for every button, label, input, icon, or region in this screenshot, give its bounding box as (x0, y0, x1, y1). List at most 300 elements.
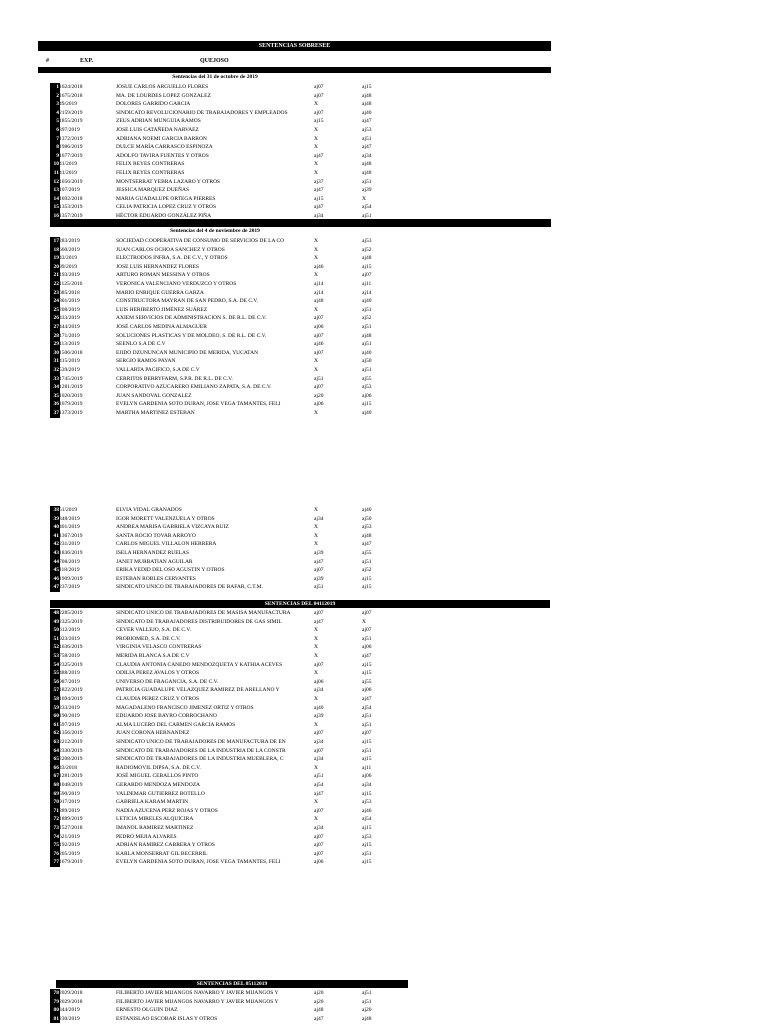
expediente: 1909/2019 (59, 575, 83, 582)
quejoso: IMANOL RAMIREZ MARTINEZ (116, 825, 194, 831)
assignment-2: aj52 (362, 315, 372, 322)
quejoso: SINDICATO REVOLUCIONARIO DE TRABAJADORES Y EMPLEADOS (116, 109, 288, 116)
expediente: 1281/2019 (59, 384, 83, 391)
assignment-1: aj54 (314, 782, 324, 788)
table-row (50, 143, 570, 152)
expediente: 237/2019 (59, 584, 80, 591)
assignment-1: X (314, 306, 318, 313)
row-number: 6 (50, 126, 60, 135)
assignment-1: aj34 (314, 825, 324, 831)
table-row (50, 203, 570, 212)
table-row (50, 764, 570, 773)
row-number: 13 (50, 186, 60, 195)
row-number: 49 (50, 618, 60, 627)
row-number: 35 (50, 392, 60, 401)
expediente: 397/2019 (59, 127, 80, 133)
row-number: 20 (50, 263, 60, 272)
table-row (50, 254, 570, 263)
expediente: 51/2019 (59, 507, 78, 513)
quejoso: VALLARTA PACIFICO, S.A DE C.V (116, 367, 200, 373)
title-bar: SENTENCIAS SOBRESEE (38, 41, 551, 51)
expediente: 205/2019 (59, 850, 80, 857)
quejoso: JUAN SANDOVAL GONZALEZ (116, 392, 192, 399)
quejoso: MONTSERRAT YEBRA LAZARO Y OTROS (116, 178, 221, 185)
quejoso: ANDREA MARISA GABRIELA VIZCAYA RUIZ (116, 524, 229, 531)
assignment-2: aj15 (362, 859, 372, 866)
table-row (50, 332, 570, 341)
table-row (50, 323, 570, 332)
row-number: 28 (50, 332, 60, 341)
quejoso: ALMA LUCERO DEL CARMEN GARCIA RAMOS (116, 721, 236, 728)
table-row (50, 314, 570, 323)
assignment-1: aj47 (314, 618, 324, 625)
assignment-1: aj07 (314, 833, 324, 840)
row-number: 10 (50, 160, 60, 169)
quejoso: MAGADALENO FRANCISCO JIMENEZ ORTIZ Y OTROS (116, 704, 254, 711)
quejoso: PEDRO MEJIA ALVARES (116, 833, 177, 840)
table-row (50, 858, 570, 867)
table-row (50, 532, 570, 541)
expediente: 49/2019 (59, 101, 78, 108)
assignment-1: X (314, 255, 318, 262)
table-row (50, 383, 570, 392)
assignment-2: aj53 (362, 799, 372, 806)
assignment-2: aj53 (362, 127, 372, 133)
expediente: 348/2019 (59, 515, 80, 522)
assignment-1: aj06 (314, 859, 324, 866)
assignment-1: X (314, 635, 318, 642)
assignment-2: aj54 (362, 704, 372, 711)
table-row (50, 729, 570, 738)
quejoso: JOSÉ MIGUEL CEBALLOS PINTO (116, 773, 199, 780)
row-number: 8 (50, 143, 60, 152)
row-number: 79 (50, 998, 60, 1007)
table-row (50, 566, 570, 575)
assignment-2: aj06 (362, 392, 372, 399)
expediente: 1889/2019 (59, 816, 83, 823)
quejoso: IGOR MORETT VALENZUELA Y OTROS (116, 515, 215, 522)
row-number: 50 (50, 626, 60, 635)
assignment-2: aj52 (362, 246, 372, 253)
table-row (50, 357, 570, 366)
assignment-2: aj55 (362, 550, 372, 556)
assignment-2: aj40 (362, 507, 372, 513)
table-row (50, 781, 570, 790)
quejoso: ADRIAN RAMIREZ CABRERA Y OTROS (116, 842, 215, 849)
expediente: 1822/2019 (59, 687, 83, 694)
expediente: 1836/2019 (59, 550, 83, 556)
assignment-1: X (314, 764, 318, 771)
table-row (50, 575, 570, 584)
quejoso: CLAUDIA ANTONIA CANEDO MENDOZQUETA Y KATHIA ACEVES (116, 661, 283, 668)
assignment-2: aj55 (362, 678, 372, 685)
quejoso: MARTHA MARTINEZ ESTEBAN (116, 410, 195, 416)
quejoso: UNIVERSO DE FRAGANCIA, S.A. DE C.V. (116, 678, 219, 685)
row-number: 52 (50, 643, 60, 652)
table-row (50, 704, 570, 713)
assignment-1: X (314, 127, 318, 133)
quejoso: DOLORES GARRIDO GARCIA (116, 101, 191, 108)
row-number: 58 (50, 695, 60, 704)
assignment-1: aj07 (314, 384, 324, 391)
table-row (50, 583, 570, 592)
row-number: 5 (50, 117, 60, 126)
quejoso: ODILIA PEREZ AVALOS Y OTROS (116, 670, 200, 677)
quejoso: GERARDO MENDOZA MENDOZA (116, 782, 201, 788)
row-number: 16 (50, 212, 60, 221)
assignment-2: aj15 (362, 584, 372, 591)
quejoso: JOSE LUIS CATAÑEDA NARVAEZ (116, 127, 199, 133)
assignment-1: X (314, 410, 318, 416)
assignment-1: X (314, 135, 318, 142)
assignment-2: aj51 (362, 135, 372, 142)
assignment-1: aj07 (314, 610, 324, 616)
expediente: 2285/2019 (59, 610, 83, 616)
row-number: 60 (50, 712, 60, 721)
assignment-1: X (314, 524, 318, 531)
expediente: 1281/2019 (59, 773, 83, 780)
expediente: 113/2019 (59, 341, 80, 348)
quejoso: VALDEMAR GUTIERREZ BOTELLO (116, 790, 205, 797)
section-label: Sentencias del 4 de noviembre de 2019 (170, 228, 260, 234)
quejoso: SINDICATO UNICO DE TRABAJADORES DE MANUFACTURA DE EN (116, 739, 286, 745)
table-row (50, 237, 570, 246)
expediente: 1373/2019 (59, 410, 83, 416)
row-number: 18 (50, 246, 60, 255)
section-label: SENTENCIAS DEL 04112019 (50, 600, 550, 608)
assignment-2: aj48 (362, 161, 372, 168)
expediente: 987/2019 (59, 678, 80, 685)
expediente: 344/2019 (59, 1007, 80, 1014)
row-number: 14 (50, 195, 60, 204)
assignment-2: aj15 (362, 401, 372, 408)
table-row (50, 833, 570, 842)
row-number: 23 (50, 289, 60, 298)
table-row (50, 263, 570, 272)
expediente: 488/2019 (59, 670, 80, 677)
quejoso: JOSE LUIS HERNANDEZ FLORES (116, 263, 199, 270)
assignment-2: aj11 (362, 764, 372, 771)
quejoso: JUAN CORONA HERNANDEZ (116, 730, 190, 737)
assignment-1: aj34 (314, 756, 324, 763)
row-number: 27 (50, 323, 60, 332)
assignment-1: aj20 (314, 990, 324, 996)
assignment-2: aj51 (362, 990, 372, 996)
expediente: 230/2019 (59, 1015, 80, 1022)
expediente: 1636/2019 (59, 644, 83, 651)
table-row (50, 271, 570, 280)
assignment-2: aj51 (362, 558, 372, 565)
assignment-1: aj51 (314, 375, 324, 382)
row-number: 67 (50, 772, 60, 781)
col-num-header: # (46, 58, 49, 64)
expediente: 1855/2019 (59, 118, 83, 125)
expediente: 1056/2019 (59, 178, 83, 185)
quejoso: ELECTRODOS INFRA, S.A. DE C.V., Y OTROS (116, 255, 228, 262)
quejoso: GABRIELA KARAM MARTIN (116, 799, 189, 806)
assignment-1: aj07 (314, 332, 324, 339)
assignment-1: aj07 (314, 807, 324, 814)
row-number: 24 (50, 297, 60, 306)
assignment-1: aj34 (314, 515, 324, 522)
quejoso: SINDICATO DE TRABAJADORES DISTRIBUIDORES DE GAS SIMIL (116, 618, 282, 625)
quejoso: VERONICA VALENCIANO VERDUZCO Y OTROS (116, 281, 237, 287)
table-row (50, 807, 570, 816)
assignment-2: aj47 (362, 144, 372, 151)
row-number: 47 (50, 583, 60, 592)
quejoso: LETICIA MIRELES ALQUICIRA (116, 816, 194, 823)
quejoso: CERRITOS BERRYFARM, S.P.R. DE R.L. DE C.V. (116, 375, 233, 382)
expediente: 1527/2018 (59, 825, 83, 831)
quejoso: CLAUDIA PEREZ CRUZ Y OTROS (116, 696, 200, 702)
expediente: 1048/2019 (59, 782, 83, 788)
assignment-2: aj54 (362, 204, 372, 211)
quejoso: ELVIA VIDAL GRANADOS (116, 507, 182, 513)
row-number: 15 (50, 203, 60, 212)
expediente: 41/2019 (59, 161, 78, 168)
quejoso: LUIS HERIBERTO JIMÉNEZ SUÁREZ (116, 306, 208, 313)
table-row (50, 712, 570, 721)
row-number: 21 (50, 271, 60, 280)
section-label: Sentencias del 31 de octubre de 2019 (172, 74, 258, 80)
assignment-2: aj15 (362, 575, 372, 582)
expediente: 2029/2018 (59, 998, 83, 1005)
assignment-1: X (314, 161, 318, 168)
assignment-2: aj51 (362, 635, 372, 642)
table-row (50, 186, 570, 195)
assignment-1: aj39 (314, 550, 324, 556)
assignment-2: aj51 (362, 367, 372, 373)
table-row (50, 92, 570, 101)
expediente: 444/2019 (59, 324, 80, 330)
table-row (50, 100, 570, 109)
quejoso: SINDICATO UNICO DE TRABAJADORES DE BAFAR, C.T.M. (116, 584, 263, 591)
row-number: 64 (50, 747, 60, 756)
assignment-1: aj07 (314, 747, 324, 754)
assignment-2: aj51 (362, 721, 372, 728)
expediente: 192/2019 (59, 842, 80, 849)
expediente: 1020/2019 (59, 392, 83, 399)
assignment-2: aj50 (362, 358, 372, 365)
assignment-1: aj46 (314, 263, 324, 270)
row-number: 7 (50, 135, 60, 144)
row-number: 61 (50, 721, 60, 730)
table-row (50, 824, 570, 833)
assignment-1: aj47 (314, 204, 324, 211)
assignment-1: X (314, 358, 318, 365)
assignment-1: aj47 (314, 152, 324, 159)
assignment-2: aj51 (362, 178, 372, 185)
expediente: 2330/2019 (59, 747, 83, 754)
assignment-1: aj07 (314, 730, 324, 737)
quejoso: SINDICATO DE TRABAJADORES DE LA INDUSTRIA DE LA CONSTR (116, 747, 286, 754)
row-number: 4 (50, 109, 60, 118)
quejoso: SINDICATO DE TRABAJADORES DE LA INDUSTRIA MUEBLERA, C (116, 756, 284, 763)
table-row (50, 626, 570, 635)
assignment-2: aj48 (362, 332, 372, 339)
row-number: 62 (50, 729, 60, 738)
expediente: 758/2019 (59, 653, 80, 659)
quejoso: CELIA PATRICIA LOPEZ CRUZ Y OTROS (116, 204, 217, 211)
assignment-2: aj51 (362, 324, 372, 330)
quejoso: JOSUE CARLOS ARGUELLO FLORES (116, 84, 209, 90)
quejoso: JUAN CARLOS OCHOA SANCHEZ Y OTROS (116, 246, 225, 253)
expediente: 2159/2019 (59, 109, 83, 116)
assignment-1: aj20 (314, 392, 324, 399)
table-row (50, 549, 570, 558)
expediente: 171/2019 (59, 332, 80, 339)
quejoso: PROBIOMED, S.A. DE C.V. (116, 635, 181, 642)
expediente: 923/2019 (59, 635, 80, 642)
quejoso: ERNESTO OLGUIN DIAZ (116, 1007, 178, 1014)
row-number: 68 (50, 781, 60, 790)
row-number: 65 (50, 755, 60, 764)
assignment-2: aj34 (362, 152, 372, 159)
assignment-2: aj40 (362, 298, 372, 305)
expediente: 401/2019 (59, 524, 80, 531)
assignment-1: X (314, 532, 318, 539)
assignment-1: aj07 (314, 84, 324, 90)
table-row (50, 178, 570, 187)
expediente: 590/2019 (59, 790, 80, 797)
expediente: 1677/2019 (59, 152, 83, 159)
expediente: 43/2019 (59, 255, 78, 262)
assignment-1: aj40 (314, 704, 324, 711)
assignment-2: aj06 (362, 644, 372, 651)
quejoso: ZEUS ADRIAN MUNGUIA RAMOS (116, 118, 201, 125)
expediente: 99/2019 (59, 263, 78, 270)
assignment-2: X (362, 195, 366, 202)
col-quejoso-header: QUEJOSO (200, 58, 229, 64)
row-number: 57 (50, 686, 60, 695)
row-number: 30 (50, 349, 60, 358)
row-number: 19 (50, 254, 60, 263)
assignment-2: aj47 (362, 118, 372, 125)
assignment-2: aj52 (362, 567, 372, 574)
expediente: 193/2019 (59, 272, 80, 279)
expediente: 1356/2019 (59, 730, 83, 737)
quejoso: FELIX REYES CONTRERAS (116, 161, 185, 168)
assignment-2: aj47 (362, 541, 372, 548)
assignment-2: aj15 (362, 842, 372, 849)
assignment-2: aj15 (362, 670, 372, 677)
row-number: 59 (50, 704, 60, 713)
assignment-1: X (314, 653, 318, 659)
expediente: 917/2019 (59, 799, 80, 806)
assignment-2: aj48 (362, 170, 372, 176)
quejoso: NADIA AZUCENA PERZ ROJAS Y OTROS (116, 807, 218, 814)
table-row (50, 195, 570, 204)
quejoso: ARTURO ROMAN MESSINA Y OTROS (116, 272, 210, 279)
assignment-1: aj14 (314, 289, 324, 296)
table-row (50, 280, 570, 289)
expediente: 1679/2019 (59, 859, 83, 866)
assignment-1: aj07 (314, 349, 324, 356)
quejoso: ESTEBAN ROBLES CERVANTES (116, 575, 196, 582)
row-number: 26 (50, 314, 60, 323)
expediente: 1679/2019 (59, 401, 83, 408)
quejoso: FELIX REYES CONTRERAS (116, 170, 185, 176)
row-number: 69 (50, 790, 60, 799)
row-number: 42 (50, 540, 60, 549)
expediente: 233/2019 (59, 704, 80, 711)
expediente: 1745/2019 (59, 375, 83, 382)
assignment-1: X (314, 246, 318, 253)
row-number: 54 (50, 661, 60, 670)
quejoso: ADRIANA NOEMI GARCIA BARRON (116, 135, 207, 142)
assignment-1: aj48 (314, 1007, 324, 1014)
assignment-2: aj15 (362, 756, 372, 763)
table-row (50, 349, 570, 358)
quejoso: EJIDO DZUNUNCAN MUNICIPIO DE MERIDA, YUCATAN (116, 349, 259, 356)
expediente: 1353/2019 (59, 204, 83, 211)
table-row (50, 989, 570, 998)
assignment-2: aj51 (362, 306, 372, 313)
quejoso: JOSÉ CARLOS MEDINA ALMAGUER (116, 324, 207, 330)
table-row (50, 366, 570, 375)
row-number: 3 (50, 100, 60, 109)
expediente: 2208/2019 (59, 756, 83, 763)
quejoso: CORPORATIVO AZUCARERO EMILIANO ZAPATA, S.A. DE C.V. (116, 384, 272, 391)
expediente: 1367/2019 (59, 532, 83, 539)
quejoso: RADIOMOVIL DIPSA, S.A. DE C.V. (116, 764, 201, 771)
assignment-2: aj54 (362, 816, 372, 823)
row-number: 56 (50, 678, 60, 687)
row-number: 31 (50, 357, 60, 366)
expediente: 612/2019 (59, 627, 80, 634)
assignment-2: aj15 (362, 84, 372, 90)
quejoso: FILIBERTO JAVIER MIJANGOS NAVARRO Y JAVIER MIJANGOS Y (116, 990, 279, 996)
assignment-1: aj34 (314, 687, 324, 694)
expediente: 2325/2019 (59, 618, 83, 625)
row-number: 1 (50, 83, 60, 92)
assignment-2: aj48 (362, 101, 372, 108)
assignment-1: X (314, 144, 318, 151)
assignment-2: aj07 (362, 610, 372, 616)
assignment-2: aj07 (362, 730, 372, 737)
row-number: 39 (50, 515, 60, 524)
assignment-2: aj51 (362, 747, 372, 754)
expediente: 539/2019 (59, 367, 80, 373)
expediente: 190/2019 (59, 713, 80, 720)
table-row (50, 340, 570, 349)
table-row (50, 409, 570, 418)
row-number: 70 (50, 798, 60, 807)
assignment-1: aj15 (314, 195, 324, 202)
assignment-2: aj47 (362, 696, 372, 702)
quejoso: EDUARDO JOSE BAYRO CORROCHANO (116, 713, 217, 720)
assignment-1: X (314, 170, 318, 176)
expediente: 801/2019 (59, 298, 80, 305)
table-row (50, 375, 570, 384)
quejoso: ESTANISLAO ESCOBAR ISLAS Y OTROS (116, 1015, 218, 1022)
quejoso: CEVER VALLEJO, S.A. DE C.V. (116, 627, 192, 634)
table-row (50, 169, 570, 178)
quejoso: ADOLFO TAVIRA FUENTES Y OTROS (116, 152, 209, 159)
assignment-1: aj15 (314, 118, 324, 125)
row-number: 72 (50, 815, 60, 824)
expediente: 597/2019 (59, 721, 80, 728)
assignment-1: X (314, 799, 318, 806)
table-row (50, 1015, 570, 1024)
expediente: 1506/2018 (59, 349, 83, 356)
quejoso: MARIA GUADALUPE ORTEGA PIERRES (116, 195, 216, 202)
quejoso: EVELYN GARDENIA SOTO DURAN, JOSE VEGA TAMANTES, FELI (116, 401, 281, 408)
expediente: 1357/2019 (59, 213, 83, 219)
row-number: 53 (50, 652, 60, 661)
assignment-1: X (314, 541, 318, 548)
expediente: 708/2019 (59, 558, 80, 565)
